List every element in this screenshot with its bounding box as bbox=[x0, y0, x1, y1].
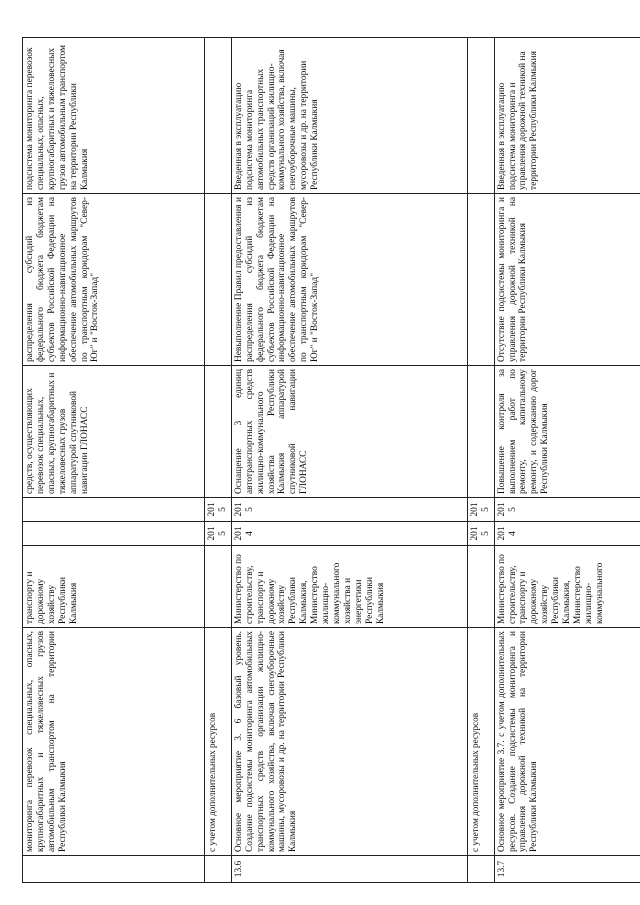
end-year: 2015 bbox=[494, 498, 640, 522]
measure-title: мониторинга перевозок специальных, опасных, крупногабаритных и тяжеловесных грузов автомобильным транспортом на территории Республики Калмыкия bbox=[23, 628, 205, 856]
row-number: 13.7 bbox=[494, 856, 640, 883]
end-year: 2015 bbox=[231, 498, 467, 522]
start-year: 2015 bbox=[467, 522, 494, 546]
consequence-cell: Отсутствие подсистемы мониторинга и управления дорожной техникой на территории Республики Калмыкия bbox=[494, 194, 640, 366]
link-cell bbox=[205, 38, 232, 194]
end-year: 2015 bbox=[205, 498, 232, 522]
row-number bbox=[467, 856, 494, 883]
expected-result: средств, осуществляющих перевозок специальных, опасных, крупногабаритных и тяжеловесных грузов аппаратурой спутниковой навигации ГЛОНАСС bbox=[23, 366, 205, 498]
executor-cell bbox=[205, 546, 232, 628]
executor-cell: транспорту и дорожному хозяйству Республики Калмыкия bbox=[23, 546, 205, 628]
start-year: 2014 bbox=[231, 522, 467, 546]
executor-cell: Министерство по строительству, транспорту и дорожному хозяйству Республики Калмыкия, Министерство жилищно-коммунального bbox=[494, 546, 640, 628]
measure-title: Основное мероприятие 3. 6 базовый уровень. Создание подсистемы мониторинга автомобильных транспортных средств организации жилищно-коммунального хозяйства, включая снегоуборочные машины, мусоровозы и др. на территории Республики Калмыкия bbox=[231, 628, 467, 856]
row-number: 13.6 bbox=[231, 856, 467, 883]
additional-resources-label: с учетом дополнительных ресурсов bbox=[467, 628, 494, 856]
executor-cell bbox=[467, 546, 494, 628]
consequence-cell bbox=[205, 194, 232, 366]
row-number bbox=[205, 856, 232, 883]
link-cell: Введенная в эксплуатацию подсистема мониторинга автомобильных транспортных средств организаций жилищно-коммунального хозяйства, включая снегоуборочные машины, мусоровозы и др. на территории Республики Калмыкия bbox=[231, 38, 467, 194]
consequence-cell bbox=[467, 194, 494, 366]
link-cell bbox=[467, 38, 494, 194]
measure-title: Основное мероприятие 3.7. с учетом дополнительных ресурсов. Создание подсистемы мониторинга и управления дорожной техникой на территории Республики Калмыкия bbox=[494, 628, 640, 856]
link-cell: подсистема мониторинга перевозок специальных, опасных, крупногабаритных и тяжеловесных грузов автомобильным транспортом на территории Республики Калмыкия bbox=[23, 38, 205, 194]
table-row-sub bbox=[205, 38, 232, 883]
start-year bbox=[23, 522, 205, 546]
additional-resources-label: с учетом дополнительных ресурсов bbox=[205, 628, 232, 856]
table-row bbox=[494, 38, 640, 883]
measures-table bbox=[22, 37, 640, 883]
link-cell: Введенная в эксплуатацию подсистема мониторинга и управления дорожной техникой на территории Республики Калмыкия bbox=[494, 38, 640, 194]
end-year: 2015 bbox=[467, 498, 494, 522]
table-row bbox=[231, 38, 467, 883]
expected-result: Оснащение 3 единиц автотранспортных средств жилищно-коммунального хозяйства Республики Калмыкия аппаратурой спутниковой навигации ГЛОНАСС bbox=[231, 366, 467, 498]
row-number bbox=[23, 856, 205, 883]
consequence-cell: Невыполнение Правил предоставления и распределения субсидий из федерального бюджета бюджетам субъектов Российской Федерации на информационно-навигационное обеспечение автомобильных маршрутов по транспортным коридорам "Север-Юг" и "Восток-Запад" bbox=[231, 194, 467, 366]
table-row-sub bbox=[467, 38, 494, 883]
end-year bbox=[23, 498, 205, 522]
start-year: 2014 bbox=[494, 522, 640, 546]
table-row bbox=[23, 38, 205, 883]
expected-result bbox=[467, 366, 494, 498]
expected-result bbox=[205, 366, 232, 498]
consequence-cell: распределения субсидий из федерального бюджета бюджетам субъектов Российской Федерации на информационно-навигационное обеспечение автомобильных маршрутов по транспортным коридорам "Север-Юг" и "Восток-Запад" bbox=[23, 194, 205, 366]
expected-result: Повышение контроля за выполнением работ по ремонту, капитальному ремонту, и содержанию дорог Республики Калмыкия bbox=[494, 366, 640, 498]
start-year: 2015 bbox=[205, 522, 232, 546]
executor-cell: Министерство по строительству, транспорту и дорожному хозяйству Республики Калмыкия, Министерство жилищно-коммунального хозяйства и энергетики Республики Калмыкия bbox=[231, 546, 467, 628]
